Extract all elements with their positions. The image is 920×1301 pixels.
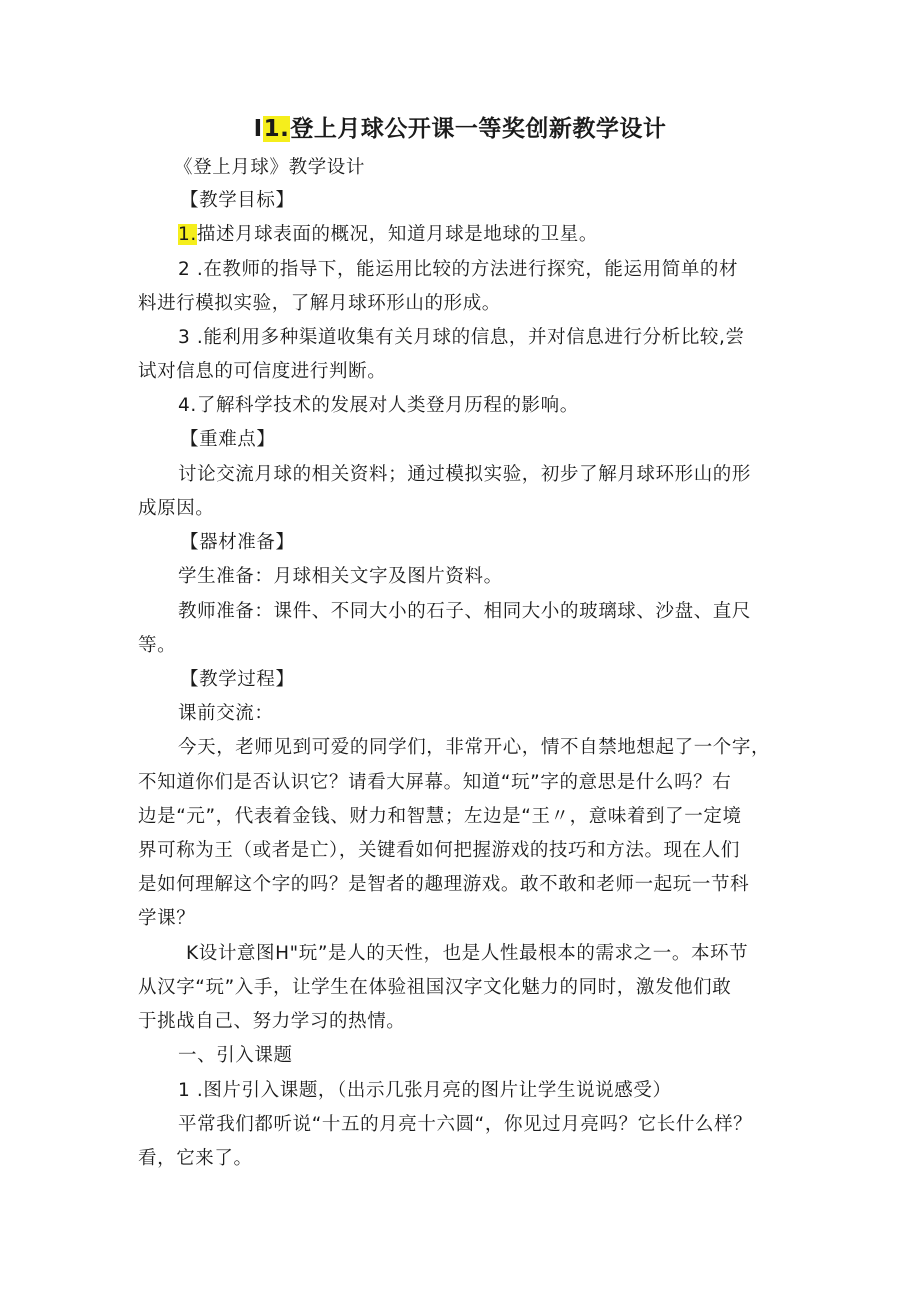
goal-4: 4.了解科学技术的发展对人类登月历程的影响。: [178, 395, 579, 416]
intro-paragraph-line-2: 不知道你们是否认识它？请看大屏幕。知道“玩”字的意思是什么吗？右: [138, 772, 732, 793]
intro-paragraph-line-4: 界可称为王（或者是亡），关键看如何把握游戏的技巧和方法。现在人们: [138, 840, 740, 861]
materials-teacher-line-1: 教师准备：课件、不同大小的石子、相同大小的玻璃球、沙盘、直尺: [178, 601, 752, 622]
goal-2-line-1: 2 .在教师的指导下，能运用比较的方法进行探究，能运用简单的材: [178, 259, 739, 280]
title-text: 登上月球公开课一等奖创新教学设计: [290, 116, 667, 142]
section-heading-intro-topic: 一、引入课题: [178, 1045, 293, 1066]
intro-paragraph-line-6: 学课？: [138, 908, 196, 929]
intro-paragraph-line-5: 是如何理解这个字的吗？是智者的趣理游戏。敢不敢和老师一起玩一节科: [138, 874, 750, 895]
section-heading-process: 【教学过程】: [180, 669, 295, 690]
intro-topic-step-1: 1 .图片引入课题，（出示几张月亮的图片让学生说说感受）: [178, 1080, 672, 1101]
materials-students: 学生准备：月球相关文字及图片资料。: [178, 566, 503, 587]
document-title: [0, 110, 920, 143]
moon-paragraph-line-1: 平常我们都听说“十五的月亮十六圆“，你见过月亮吗？它长什么样？: [178, 1114, 753, 1135]
section-heading-materials: 【器材准备】: [180, 532, 295, 553]
title-prefix: I: [253, 116, 263, 142]
materials-teacher-line-2: 等。: [138, 635, 177, 656]
title-number-highlight: 1.: [263, 116, 290, 142]
goal-1-text: 描述月球表面的概况，知道月球是地球的卫星。: [196, 224, 598, 245]
pre-class-heading: 课前交流：: [178, 703, 274, 724]
key-points-line-1: 讨论交流月球的相关资料；通过模拟实验，初步了解月球环形山的形: [178, 464, 752, 485]
goal-1: [178, 220, 598, 246]
section-heading-key-points: 【重难点】: [180, 429, 276, 450]
design-intent-line-2: 从汉字“玩”入手，让学生在体验祖国汉字文化魅力的同时，激发他们敢: [138, 977, 732, 998]
subtitle: 《登上月球》教学设计: [174, 157, 366, 178]
intro-paragraph-line-3: 边是“元”，代表着金钱、财力和智慧；左边是“王〃，意味着到了一定境: [138, 806, 742, 827]
intro-paragraph-line-1: 今天，老师见到可爱的同学们，非常开心，情不自禁地想起了一个字，: [178, 737, 771, 758]
section-heading-goals: 【教学目标】: [180, 190, 295, 211]
goal-3-line-1: 3 .能利用多种渠道收集有关月球的信息，并对信息进行分析比较,尝: [178, 327, 745, 348]
goal-3-line-2: 试对信息的可信度进行判断。: [138, 361, 387, 382]
key-points-line-2: 成原因。: [138, 498, 215, 519]
moon-paragraph-line-2: 看，它来了。: [138, 1148, 253, 1169]
goal-1-number-highlight: 1.: [178, 224, 197, 245]
design-intent-line-1: K设计意图H"玩”是人的天性，也是人性最根本的需求之一。本环节: [186, 943, 749, 964]
goal-2-line-2: 料进行模拟实验，了解月球环形山的形成。: [138, 293, 501, 314]
design-intent-line-3: 于挑战自己、努力学习的热情。: [138, 1011, 406, 1032]
